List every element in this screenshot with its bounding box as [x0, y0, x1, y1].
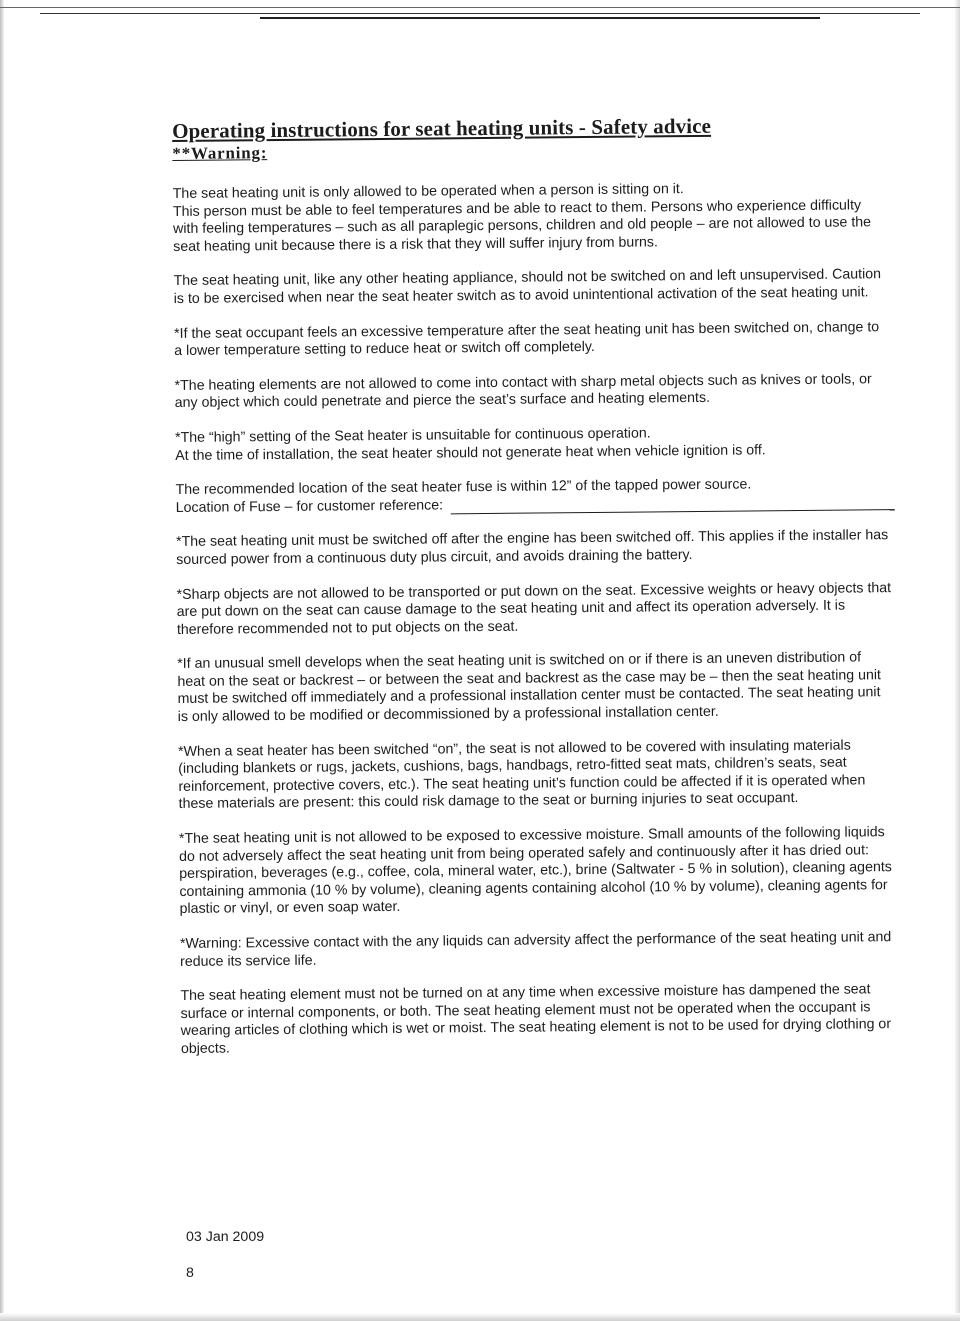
paragraph-line: any object which could penetrate and pierce the seat’s surface and heating elements. — [174, 390, 711, 412]
paragraph-group-after — [176, 527, 953, 1059]
paragraph-line: At the time of installation, the seat heater should not generate heat when vehicle ignition is off. — [175, 441, 766, 464]
paragraph-line: *The seat heating unit is not allowed to be exposed to excessive moisture. Small amounts of the following liquids — [178, 824, 885, 847]
paragraph-line: *The seat heating unit must be switched off after the engine has been switched off. This applies if the installer has — [175, 527, 889, 551]
paragraph-line: reduce its service life. — [180, 952, 317, 970]
paragraph-line: The seat heating unit, like any other heating appliance, should not be switched on and left unsupervised. Caution — [173, 266, 882, 290]
paragraph — [173, 179, 946, 257]
paragraph-line: This person must be able to feel temperatures and be able to react to them. Persons who experience difficulty — [172, 196, 862, 220]
paragraph-line: reinforcement, protective covers, etc.). The seat heating unit’s function could be affected if it is operated when — [178, 772, 866, 795]
paragraph — [176, 527, 948, 570]
paragraph — [174, 370, 946, 413]
paragraph — [178, 736, 951, 814]
paragraph-line: do not adversely affect the seat heating unit from being operated safely and continuously after it has dried out: — [179, 841, 869, 865]
paragraph — [175, 423, 947, 466]
paragraph-line: *Sharp objects are not allowed to be transported or put down on the seat. Excessive weights or heavy objects that — [176, 579, 892, 603]
paragraph — [180, 981, 953, 1059]
scan-right-edge — [954, 0, 960, 1321]
paragraph-line: is only allowed to be modified or decommissioned by a professional installation center. — [177, 703, 719, 726]
paragraph-line: seat heating unit because there is a risk that they will suffer injury from burns. — [173, 234, 659, 255]
paragraph — [173, 266, 945, 309]
paragraph-line: *The “high” setting of the Seat heater is unsuitable for continuous operation. — [174, 425, 651, 446]
document-title: Operating instructions for seat heating units - Safety advice — [172, 113, 712, 143]
paragraph-line: *The heating elements are not allowed to come into contact with sharp metal objects such as knives or tools, or — [174, 371, 872, 394]
paragraph-line: these materials are present: this could risk damage to the seat or burning injuries to seat occupant. — [178, 790, 799, 813]
paragraph-line: *If an unusual smell develops when the seat heating unit is switched on or if there is an uneven distribution of — [177, 649, 862, 673]
paragraph-line: wearing articles of clothing which is wet or moist. The seat heating element is not to be used for drying clothing or — [180, 1016, 892, 1040]
paragraph-line: The seat heating unit is only allowed to be operated when a person is sitting on it. — [172, 181, 684, 202]
paragraph — [176, 579, 948, 639]
scan-bottom-edge — [0, 1313, 960, 1321]
paragraph-line: containing ammonia (10 % by volume), cleaning agents containing alcohol (10 % by volume), cleaning agents for — [179, 876, 888, 900]
paragraph-line: *When a seat heater has been switched “on”, the seat is not allowed to be covered with insulating materials — [178, 737, 851, 760]
paragraph-line: therefore recommended not to put objects on the seat. — [176, 618, 519, 638]
paragraph-line: *If the seat occupant feels an excessive temperature after the seat heating unit has been switched on, change to — [173, 318, 880, 342]
paragraph-line: surface or internal components, or both. The seat heating element must not be operated when the occupant is — [180, 999, 871, 1022]
paragraph-line: *Warning: Excessive contact with the any liquids can adversity affect the performance of the seat heating unit and — [179, 929, 892, 952]
paragraph-line: are put down on the seat can cause damage to the seat heating unit and affect its operation adversely. It is — [176, 597, 846, 621]
paragraph-line: must be switched off immediately and a professional installation center must be contacted. The seat heating unit — [177, 684, 881, 708]
paragraph-line: a lower temperature setting to reduce heat or switch off completely. — [174, 339, 595, 360]
paragraph-line: is to be exercised when near the seat heater switch as to avoid unintentional activation of the seat heating unit. — [173, 284, 869, 307]
paragraph-line: perspiration, beverages (e.g., coffee, cola, mineral water, etc.), brine (Saltwater - 5 % in solution), cleaning agents — [179, 859, 892, 883]
paragraph — [177, 649, 950, 727]
fuse-location-label: Location of Fuse – for customer reference: — [175, 497, 444, 516]
page-number: 8 — [186, 1265, 194, 1281]
scan-top-border — [0, 0, 960, 24]
fuse-recommendation: The recommended location of the seat heater fuse is within 12” of the tapped power source. — [175, 476, 752, 499]
paragraph — [179, 824, 952, 919]
fuse-paragraph — [175, 475, 947, 518]
paragraph-line: heat on the seat or backrest – or between the seat and backrest as the case may be – then the seat heating unit — [177, 667, 881, 690]
paragraph-line: sourced power from a continuous duty plus circuit, and avoids draining the battery. — [176, 546, 693, 568]
paragraph-line: objects. — [180, 1040, 230, 1057]
fuse-location-blank — [451, 496, 895, 514]
paragraph-line: with feeling temperatures – such as all paraplegic persons, children and old people – are not allowed to use the — [172, 214, 872, 238]
paragraph-line: (including blankets or rugs, jackets, cushions, bags, handbags, retro-fitted seat mats, children’s seats, seat — [178, 754, 847, 778]
paragraph — [180, 929, 952, 972]
paragraph-line: The seat heating element must not be turned on at any time when excessive moisture has dampened the seat — [180, 981, 871, 1005]
paragraph — [174, 318, 946, 361]
paragraph-group-before — [173, 179, 948, 466]
warning-heading: **Warning: — [172, 143, 268, 163]
paragraph-line: plastic or vinyl, or even soap water. — [179, 899, 401, 918]
document-body — [172, 111, 953, 1076]
document-date: 03 Jan 2009 — [186, 1229, 265, 1245]
scan-left-edge — [0, 0, 4, 1321]
